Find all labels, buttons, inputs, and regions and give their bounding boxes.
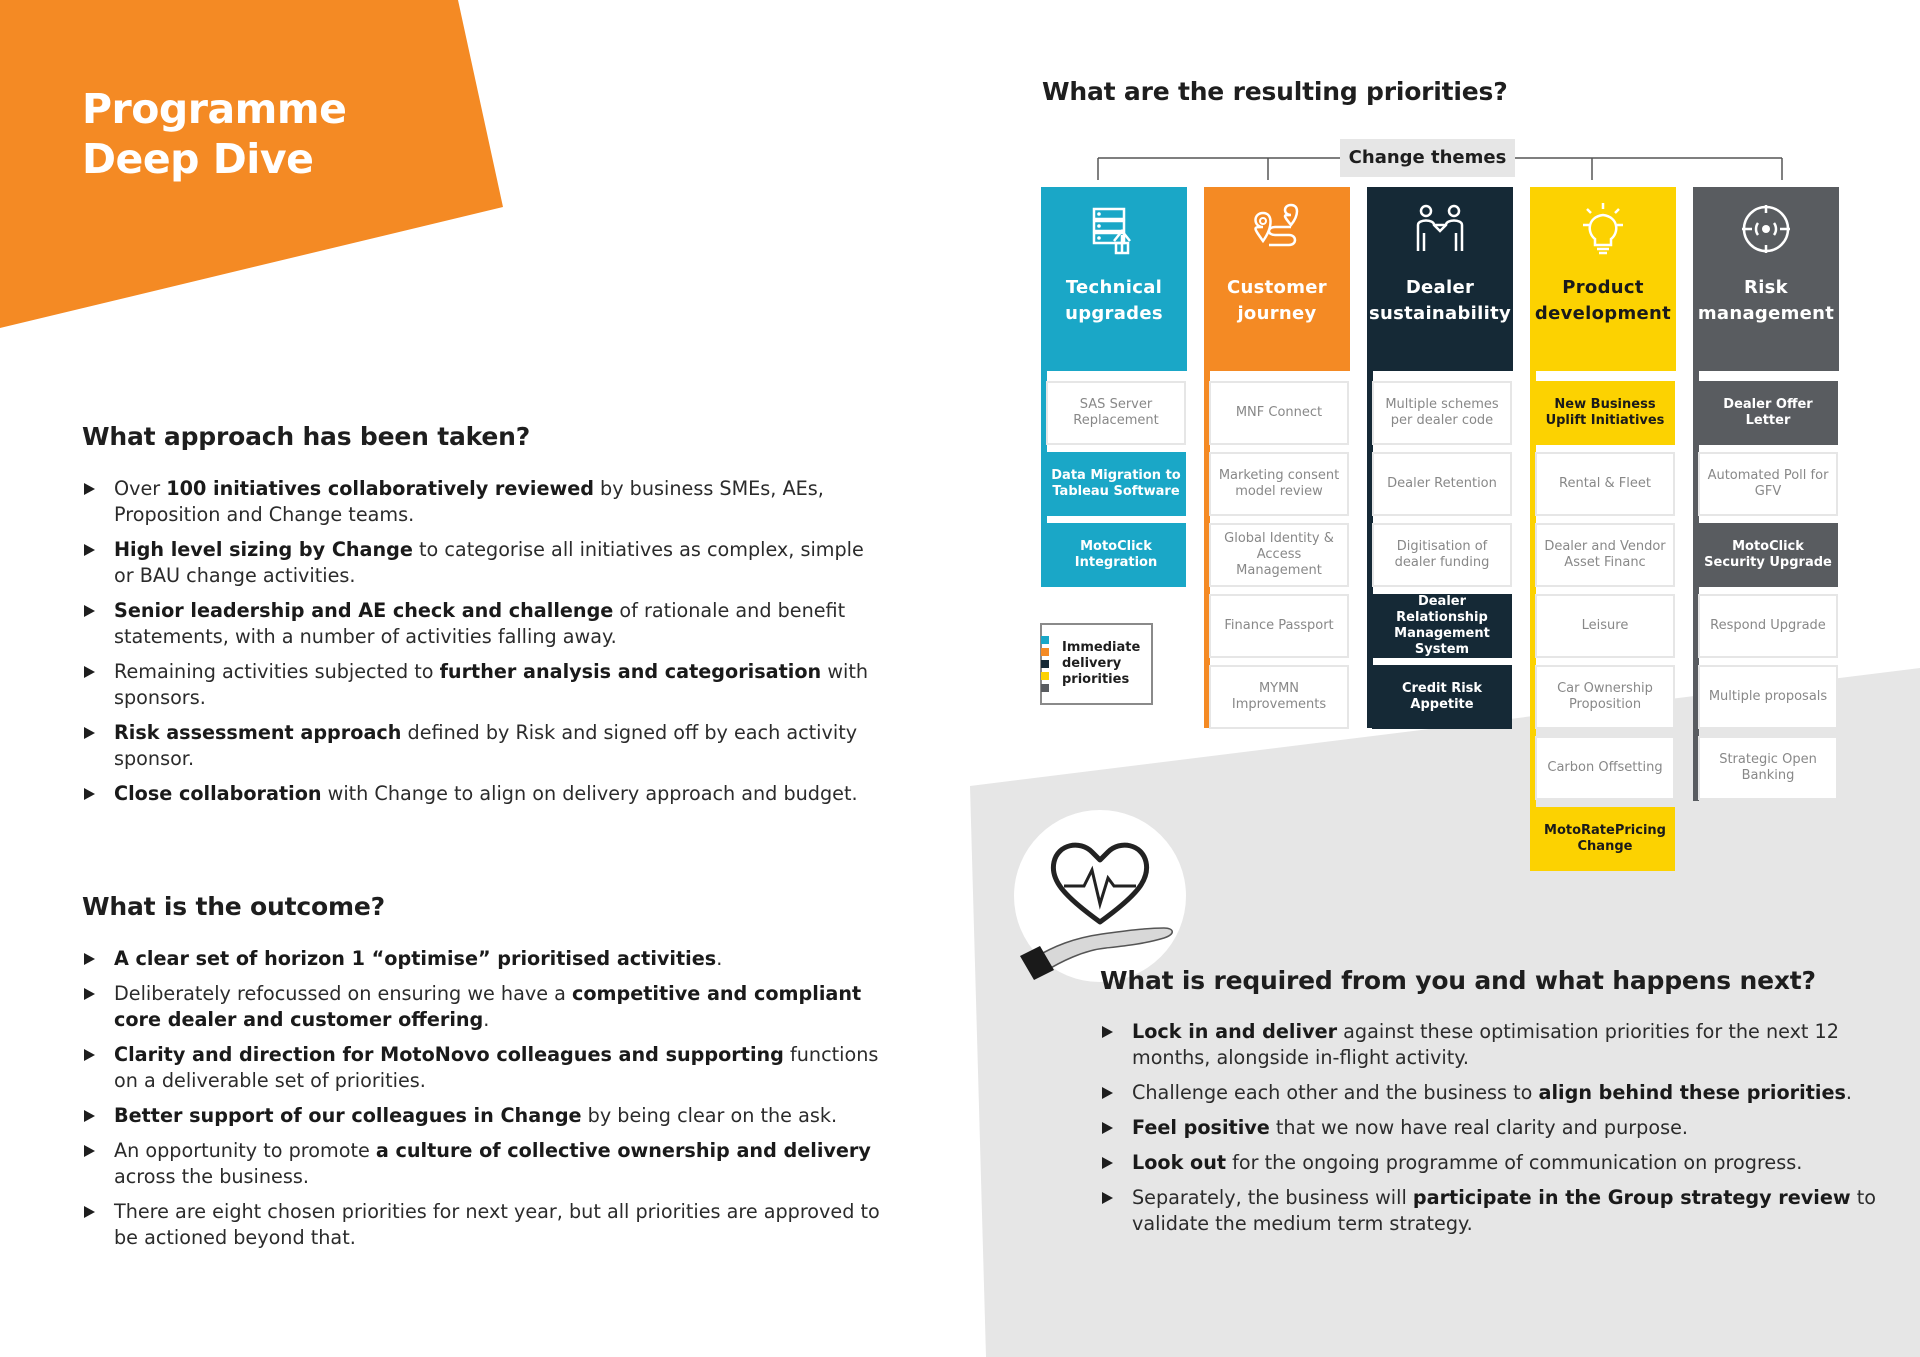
- bullet-item: [82, 1138, 882, 1190]
- bullet-bold-text: a culture of collective ownership and delivery: [375, 1139, 871, 1162]
- theme-title-line2: management: [1697, 303, 1835, 324]
- approach-heading: What approach has been taken?: [82, 422, 531, 451]
- theme-title-line2: upgrades: [1065, 303, 1163, 324]
- priority-item: SAS Server Replacement: [1046, 381, 1186, 445]
- theme-header-1: [1204, 187, 1350, 371]
- heart-hand-illustration: [1014, 810, 1186, 982]
- crosshair-target-icon: [1738, 201, 1794, 257]
- bullet-bold-text: competitive and compliant core dealer and customer offering: [114, 982, 862, 1031]
- approach-list: [82, 476, 882, 816]
- change-themes-label: Change themes: [1340, 139, 1515, 177]
- legend-swatch-teal: [1041, 636, 1049, 644]
- theme-title: [1204, 275, 1350, 327]
- priority-item: MotoClick Security Upgrade: [1698, 523, 1838, 587]
- bullet-item: [82, 1042, 882, 1094]
- bullet-text: .: [716, 947, 723, 970]
- priority-item: MotoRatePricing Change: [1535, 807, 1675, 871]
- priority-item: Rental & Fleet: [1535, 452, 1675, 516]
- priority-item: Multiple schemes per dealer code: [1372, 381, 1512, 445]
- bullet-item: [1100, 1150, 1900, 1176]
- bullet-bold-text: Lock in and deliver: [1132, 1020, 1338, 1043]
- priority-item: Dealer and Vendor Asset Financ: [1535, 523, 1675, 587]
- bullet-item: [1100, 1115, 1900, 1141]
- bullet-bold-text: Close collaboration: [114, 782, 322, 805]
- bullet-bold-text: participate in the Group strategy review: [1412, 1186, 1851, 1209]
- bullet-item: [82, 1103, 882, 1129]
- page-title-line2: Deep Dive: [82, 135, 314, 183]
- theme-title-line1: Risk: [1744, 277, 1788, 298]
- bullet-item: [82, 476, 882, 528]
- theme-title-line1: Product: [1562, 277, 1644, 298]
- priority-item: Leisure: [1535, 594, 1675, 658]
- bullet-text: against these optimisation priorities for the next 12 months, alongside in-flight activity.: [1132, 1020, 1839, 1069]
- next-steps-list: [1100, 1019, 1900, 1246]
- bullet-text: that we now have real clarity and purpose.: [1269, 1116, 1688, 1139]
- bullet-item: [82, 720, 882, 772]
- theme-title: [1367, 275, 1513, 327]
- bullet-text: functions on a deliverable set of priorities.: [114, 1043, 879, 1092]
- bullet-item: [1100, 1080, 1900, 1106]
- theme-title: [1693, 275, 1839, 327]
- priority-item: Dealer Relationship Management System: [1372, 594, 1512, 658]
- bullet-text: Challenge each other and the business to: [1132, 1081, 1539, 1104]
- priority-item: Marketing consent model review: [1209, 452, 1349, 516]
- outcome-list: [82, 946, 882, 1260]
- theme-title-line2: journey: [1237, 303, 1317, 324]
- bullet-bold-text: Better support of our colleagues in Change: [114, 1104, 582, 1127]
- theme-title-line1: Technical: [1065, 277, 1163, 298]
- bullet-bold-text: 100 initiatives collaboratively reviewed: [166, 477, 594, 500]
- bullet-item: [1100, 1185, 1900, 1237]
- legend-swatch-grey: [1041, 684, 1049, 692]
- bullet-item: [82, 946, 882, 972]
- legend-swatch-yellow: [1041, 672, 1049, 680]
- priorities-heading: What are the resulting priorities?: [1042, 77, 1508, 106]
- legend-swatch-navy: [1041, 660, 1049, 668]
- theme-header-2: [1367, 187, 1513, 371]
- theme-title-line2: sustainability: [1368, 303, 1512, 324]
- bullet-bold-text: High level sizing by Change: [114, 538, 413, 561]
- theme-title: [1530, 275, 1676, 327]
- priority-item: Finance Passport: [1209, 594, 1349, 658]
- priority-item: Data Migration to Tableau Software: [1046, 452, 1186, 516]
- bullet-text: .: [1845, 1081, 1852, 1104]
- bullet-item: [82, 981, 882, 1033]
- priority-item: Automated Poll for GFV: [1698, 452, 1838, 516]
- bullet-bold-text: Senior leadership and AE check and challenge: [114, 599, 614, 622]
- bullet-text: .: [483, 1008, 490, 1031]
- bullet-text: to categorise all initiatives as complex, simple or BAU change activities.: [114, 538, 864, 587]
- theme-header-0: [1041, 187, 1187, 371]
- bullet-item: [82, 1199, 882, 1251]
- bullet-text: with sponsors.: [114, 660, 869, 709]
- bullet-text: Over: [114, 477, 167, 500]
- priority-item: MotoClick Integration: [1046, 523, 1186, 587]
- theme-title-line1: Customer: [1227, 277, 1327, 298]
- priority-item: Respond Upgrade: [1698, 594, 1838, 658]
- bullet-bold-text: A clear set of horizon 1 “optimise” prioritised activities: [114, 947, 717, 970]
- handshake-people-icon: [1412, 201, 1468, 257]
- page-title-line1: Programme: [82, 85, 347, 133]
- bullet-text: An opportunity to promote: [114, 1139, 376, 1162]
- legend-label: Immediate delivery priorities: [1062, 640, 1141, 687]
- outcome-heading: What is the outcome?: [82, 892, 385, 921]
- bullet-bold-text: align behind these priorities: [1538, 1081, 1846, 1104]
- priority-item: Global Identity & Access Management: [1209, 523, 1349, 587]
- bullet-item: [1100, 1019, 1900, 1071]
- priority-item: Strategic Open Banking: [1698, 736, 1838, 800]
- bullet-bold-text: Feel positive: [1132, 1116, 1270, 1139]
- bullet-text: Remaining activities subjected to: [114, 660, 440, 683]
- theme-title: [1041, 275, 1187, 327]
- lightbulb-icon: [1575, 201, 1631, 257]
- bullet-bold-text: Risk assessment approach: [114, 721, 402, 744]
- route-pins-icon: [1249, 201, 1305, 257]
- priority-item: Car Ownership Proposition: [1535, 665, 1675, 729]
- bullet-text: defined by Risk and signed off by each activity sponsor.: [114, 721, 858, 770]
- theme-title-line2: development: [1534, 303, 1672, 324]
- bullet-text: Deliberately refocussed on ensuring we have a: [114, 982, 572, 1005]
- priority-item: New Business Uplift Initiatives: [1535, 381, 1675, 445]
- bullet-text: for the ongoing programme of communication on progress.: [1226, 1151, 1803, 1174]
- bullet-text: with Change to align on delivery approach and budget.: [321, 782, 858, 805]
- bullet-item: [82, 598, 882, 650]
- legend-swatch-orange: [1041, 648, 1049, 656]
- bullet-item: [82, 537, 882, 589]
- bullet-bold-text: Look out: [1132, 1151, 1227, 1174]
- priority-item: Multiple proposals: [1698, 665, 1838, 729]
- server-upload-icon: [1086, 201, 1142, 257]
- bullet-bold-text: Clarity and direction for MotoNovo colleagues and supporting: [114, 1043, 784, 1066]
- bullet-item: [82, 781, 882, 807]
- priority-item: MNF Connect: [1209, 381, 1349, 445]
- priority-item: MYMN Improvements: [1209, 665, 1349, 729]
- priority-item: Credit Risk Appetite: [1372, 665, 1512, 729]
- bullet-text: to validate the medium term strategy.: [1132, 1186, 1876, 1235]
- priority-item: Dealer Offer Letter: [1698, 381, 1838, 445]
- bullet-text: There are eight chosen priorities for next year, but all priorities are approved to be actioned beyond that.: [114, 1200, 880, 1249]
- bullet-text: of rationale and benefit statements, with a number of activities falling away.: [114, 599, 846, 648]
- bullet-text: across the business.: [114, 1165, 309, 1188]
- heart-hand-icon: [1014, 810, 1186, 982]
- bullet-bold-text: further analysis and categorisation: [439, 660, 822, 683]
- bullet-item: [82, 659, 882, 711]
- priority-item: Digitisation of dealer funding: [1372, 523, 1512, 587]
- theme-header-4: [1693, 187, 1839, 371]
- page-title: [82, 84, 346, 184]
- bullet-text: by being clear on the ask.: [581, 1104, 838, 1127]
- theme-title-line1: Dealer: [1405, 277, 1475, 298]
- next-heading: What is required from you and what happens next?: [1100, 966, 1816, 995]
- priority-item: Carbon Offsetting: [1535, 736, 1675, 800]
- theme-header-3: [1530, 187, 1676, 371]
- bullet-text: Separately, the business will: [1132, 1186, 1413, 1209]
- priority-item: Dealer Retention: [1372, 452, 1512, 516]
- bullet-text: by business SMEs, AEs, Proposition and Change teams.: [114, 477, 824, 526]
